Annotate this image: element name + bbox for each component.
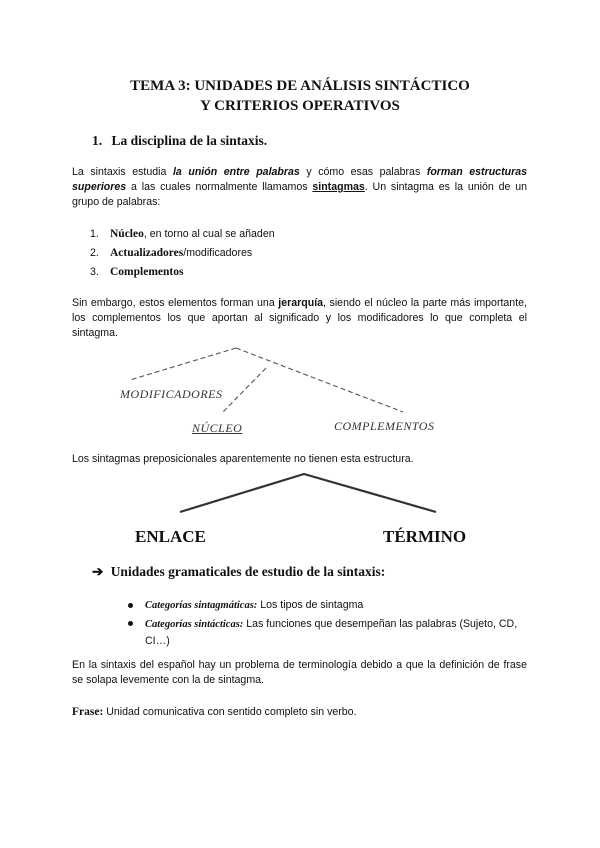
list-item (128, 597, 528, 614)
unit-rest: Las funciones que desempeñan las palabras (Sujeto, CD, CI…) (145, 618, 518, 647)
intro-text-1: La sintaxis estudia (72, 166, 173, 178)
list-rest: /modificadores (183, 247, 253, 259)
label-complementos: COMPLEMENTOS (334, 419, 435, 433)
unit-term: Categorías sintagmáticas: (145, 600, 258, 611)
intro-bold-1: la unión entre palabras (172, 166, 300, 178)
units-heading-text: Unidades gramaticales de estudio de la sintaxis: (110, 564, 386, 579)
frase-rest: Unidad comunicativa con sentido completo sin verbo. (103, 706, 357, 718)
hierarchy-paragraph (72, 296, 527, 341)
prepositional-diagram (0, 468, 600, 518)
list-item (90, 266, 275, 285)
arrow-icon: ➔ (92, 564, 104, 579)
list-number: 2. (90, 247, 99, 259)
hierarchy-text-2: , siendo el núcleo la parte más importante, los complementos los que aportan al significado y los modificadores lo que completa el sintagma. (72, 297, 527, 339)
label-nucleo: NÚCLEO (192, 421, 243, 435)
problem-paragraph: En la sintaxis del español hay un problema de terminología debido a que la definición de frase se solapa levemente con la de sintagma. (72, 659, 527, 686)
section-heading (92, 133, 267, 149)
diagram-line-center (223, 368, 266, 412)
section-number: 1. (92, 133, 103, 148)
hierarchy-diagram (0, 340, 600, 450)
label-modificadores: MODIFICADORES (120, 387, 223, 401)
intro-bold-2: forman estructuras superiores (72, 166, 527, 193)
hierarchy-text-1: Sin embargo, estos elementos forman una (72, 297, 279, 309)
intro-underlined: sintagmas (312, 181, 365, 193)
frase-term: Frase: (72, 706, 104, 718)
list-number: 1. (90, 228, 99, 240)
intro-text-4: . Un sintagma es la unión de un grupo de palabras: (72, 181, 527, 208)
intro-text-3: a las cuales normalmente llamamos (126, 181, 313, 193)
list-rest: , en torno al cual se añaden (143, 228, 275, 240)
prepositional-text: Los sintagmas preposicionales aparentemente no tienen esta estructura. (72, 453, 414, 465)
section-title: La disciplina de la sintaxis. (111, 133, 268, 148)
list-number: 3. (90, 266, 99, 278)
diagram2-peak (180, 474, 436, 512)
list-item (90, 247, 275, 266)
diagram-line-right (236, 348, 403, 412)
intro-text-2: y cómo esas palabras (299, 166, 427, 178)
list-item (90, 228, 275, 247)
bullet-icon (128, 603, 133, 608)
list-term: Complementos (110, 266, 184, 278)
label-enlace: ENLACE (135, 527, 206, 546)
diagram-line-left (130, 348, 236, 380)
document-title-line1: TEMA 3: UNIDADES DE ANÁLISIS SINTÁCTICO (130, 78, 470, 94)
unit-term: Categorías sintácticas: (145, 619, 244, 630)
frase-definition (72, 706, 357, 718)
list-term: Actualizadores (110, 247, 184, 259)
bullet-icon (128, 621, 133, 626)
intro-paragraph (72, 165, 527, 210)
hierarchy-bold: jerarquía (278, 297, 324, 309)
list-term: Núcleo (110, 228, 144, 240)
element-list (90, 228, 275, 285)
unit-rest: Los tipos de sintagma (257, 599, 364, 611)
document-title-line2: Y CRITERIOS OPERATIVOS (200, 98, 400, 114)
label-termino: TÉRMINO (383, 527, 467, 546)
units-heading (92, 564, 385, 580)
units-list (128, 597, 528, 649)
list-item (128, 616, 528, 649)
